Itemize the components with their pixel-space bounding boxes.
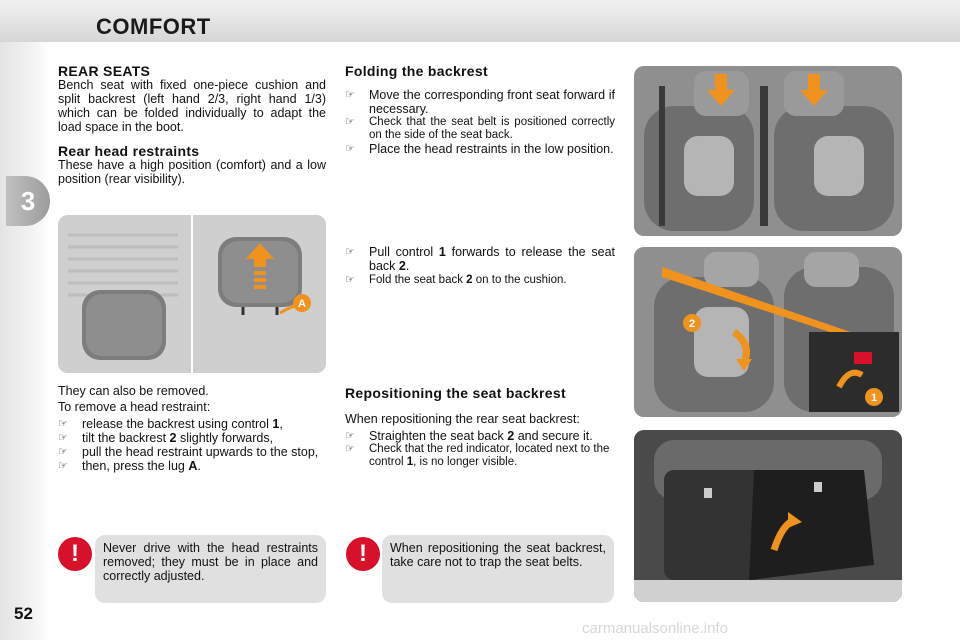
fold-backrest-svg bbox=[634, 247, 902, 417]
warning-text-left: Never drive with the head restraints removed; they must be in place and correctly adjusted. bbox=[103, 541, 318, 583]
sidebar bbox=[0, 0, 50, 640]
head-restraint-svg bbox=[58, 215, 326, 373]
warning-box-left bbox=[95, 535, 326, 603]
head-restraint-illustration bbox=[58, 215, 326, 373]
label-two: 2 bbox=[688, 318, 696, 330]
repos-step-2: ☞ Check that the red indicator, located next to the control 1, is no longer visible. bbox=[345, 443, 610, 468]
head-restraints-text: These have a high position (comfort) and a low position (rear visibility). bbox=[58, 158, 326, 186]
release-step-1: ☞ Pull control 1 forwards to release the seat back 2. bbox=[345, 245, 615, 273]
fold-step-1: ☞ Move the corresponding front seat forward if necessary. bbox=[345, 88, 615, 116]
remove-step-3: ☞ pull the head restraint upwards to the stop, bbox=[58, 445, 319, 459]
warning-box-right bbox=[382, 535, 614, 603]
pointing-hand-icon: ☞ bbox=[345, 443, 355, 455]
label-one: 1 bbox=[870, 392, 878, 404]
warning-text-right: When repositioning the seat backrest, take care not to trap the seat belts. bbox=[390, 541, 606, 569]
release-step-2: ☞ Fold the seat back 2 on to the cushion. bbox=[345, 274, 567, 286]
label-a: A bbox=[298, 298, 306, 310]
rear-seats-intro: Bench seat with fixed one-piece cushion and split backrest (left hand 2/3, right hand 1/3) which can be folded individually to adapt the load space in the boot. bbox=[58, 78, 326, 134]
pointing-hand-icon: ☞ bbox=[58, 460, 68, 472]
pointing-hand-icon: ☞ bbox=[58, 418, 68, 430]
remove-step-4: ☞ then, press the lug A. bbox=[58, 459, 201, 473]
pointing-hand-icon: ☞ bbox=[58, 446, 68, 458]
section-title-rear-seats: REAR SEATS bbox=[58, 63, 151, 79]
fold-backrest-photo bbox=[634, 247, 902, 417]
chapter-number: 3 bbox=[20, 185, 36, 216]
remove-step-2: ☞ tilt the backrest 2 slightly forwards, bbox=[58, 431, 274, 445]
pointing-hand-icon: ☞ bbox=[345, 89, 355, 101]
page-number: 52 bbox=[14, 604, 33, 623]
release-steps bbox=[345, 245, 615, 287]
section-title-head-restraints: Rear head restraints bbox=[58, 143, 200, 159]
fold-step-2: ☞ Check that the seat belt is positioned correctly on the side of the seat back. bbox=[345, 116, 615, 141]
repositioning-section bbox=[345, 386, 615, 469]
left-column bbox=[58, 64, 326, 186]
pointing-hand-icon: ☞ bbox=[58, 432, 68, 444]
rear-seat-photo bbox=[634, 66, 902, 236]
pointing-hand-icon: ☞ bbox=[345, 246, 355, 258]
left-column-lower bbox=[58, 384, 326, 473]
boot-svg bbox=[634, 430, 902, 602]
boot-photo bbox=[634, 430, 902, 602]
page-title: COMFORT bbox=[96, 14, 211, 39]
remove-step-1: ☞ release the backrest using control 1, bbox=[58, 417, 283, 431]
repos-step-1: ☞ Straighten the seat back 2 and secure it. bbox=[345, 429, 593, 443]
exclamation-icon: ! bbox=[346, 537, 380, 571]
pointing-hand-icon: ☞ bbox=[345, 430, 355, 442]
exclamation-icon: ! bbox=[58, 537, 92, 571]
repositioning-intro: When repositioning the rear seat backrest: bbox=[345, 412, 580, 426]
middle-column bbox=[345, 64, 615, 156]
fold-step-3: ☞ Place the head restraints in the low position. bbox=[345, 142, 614, 156]
removed-text: They can also be removed. bbox=[58, 384, 209, 398]
section-title-repositioning: Repositioning the seat backrest bbox=[345, 385, 566, 401]
rear-seat-svg bbox=[634, 66, 902, 236]
pointing-hand-icon: ☞ bbox=[345, 274, 355, 286]
remove-intro: To remove a head restraint: bbox=[58, 400, 211, 414]
pointing-hand-icon: ☞ bbox=[345, 116, 355, 128]
section-title-folding: Folding the backrest bbox=[345, 63, 488, 79]
watermark-footer: carmanualsonline.info bbox=[582, 620, 728, 637]
pointing-hand-icon: ☞ bbox=[345, 143, 355, 155]
